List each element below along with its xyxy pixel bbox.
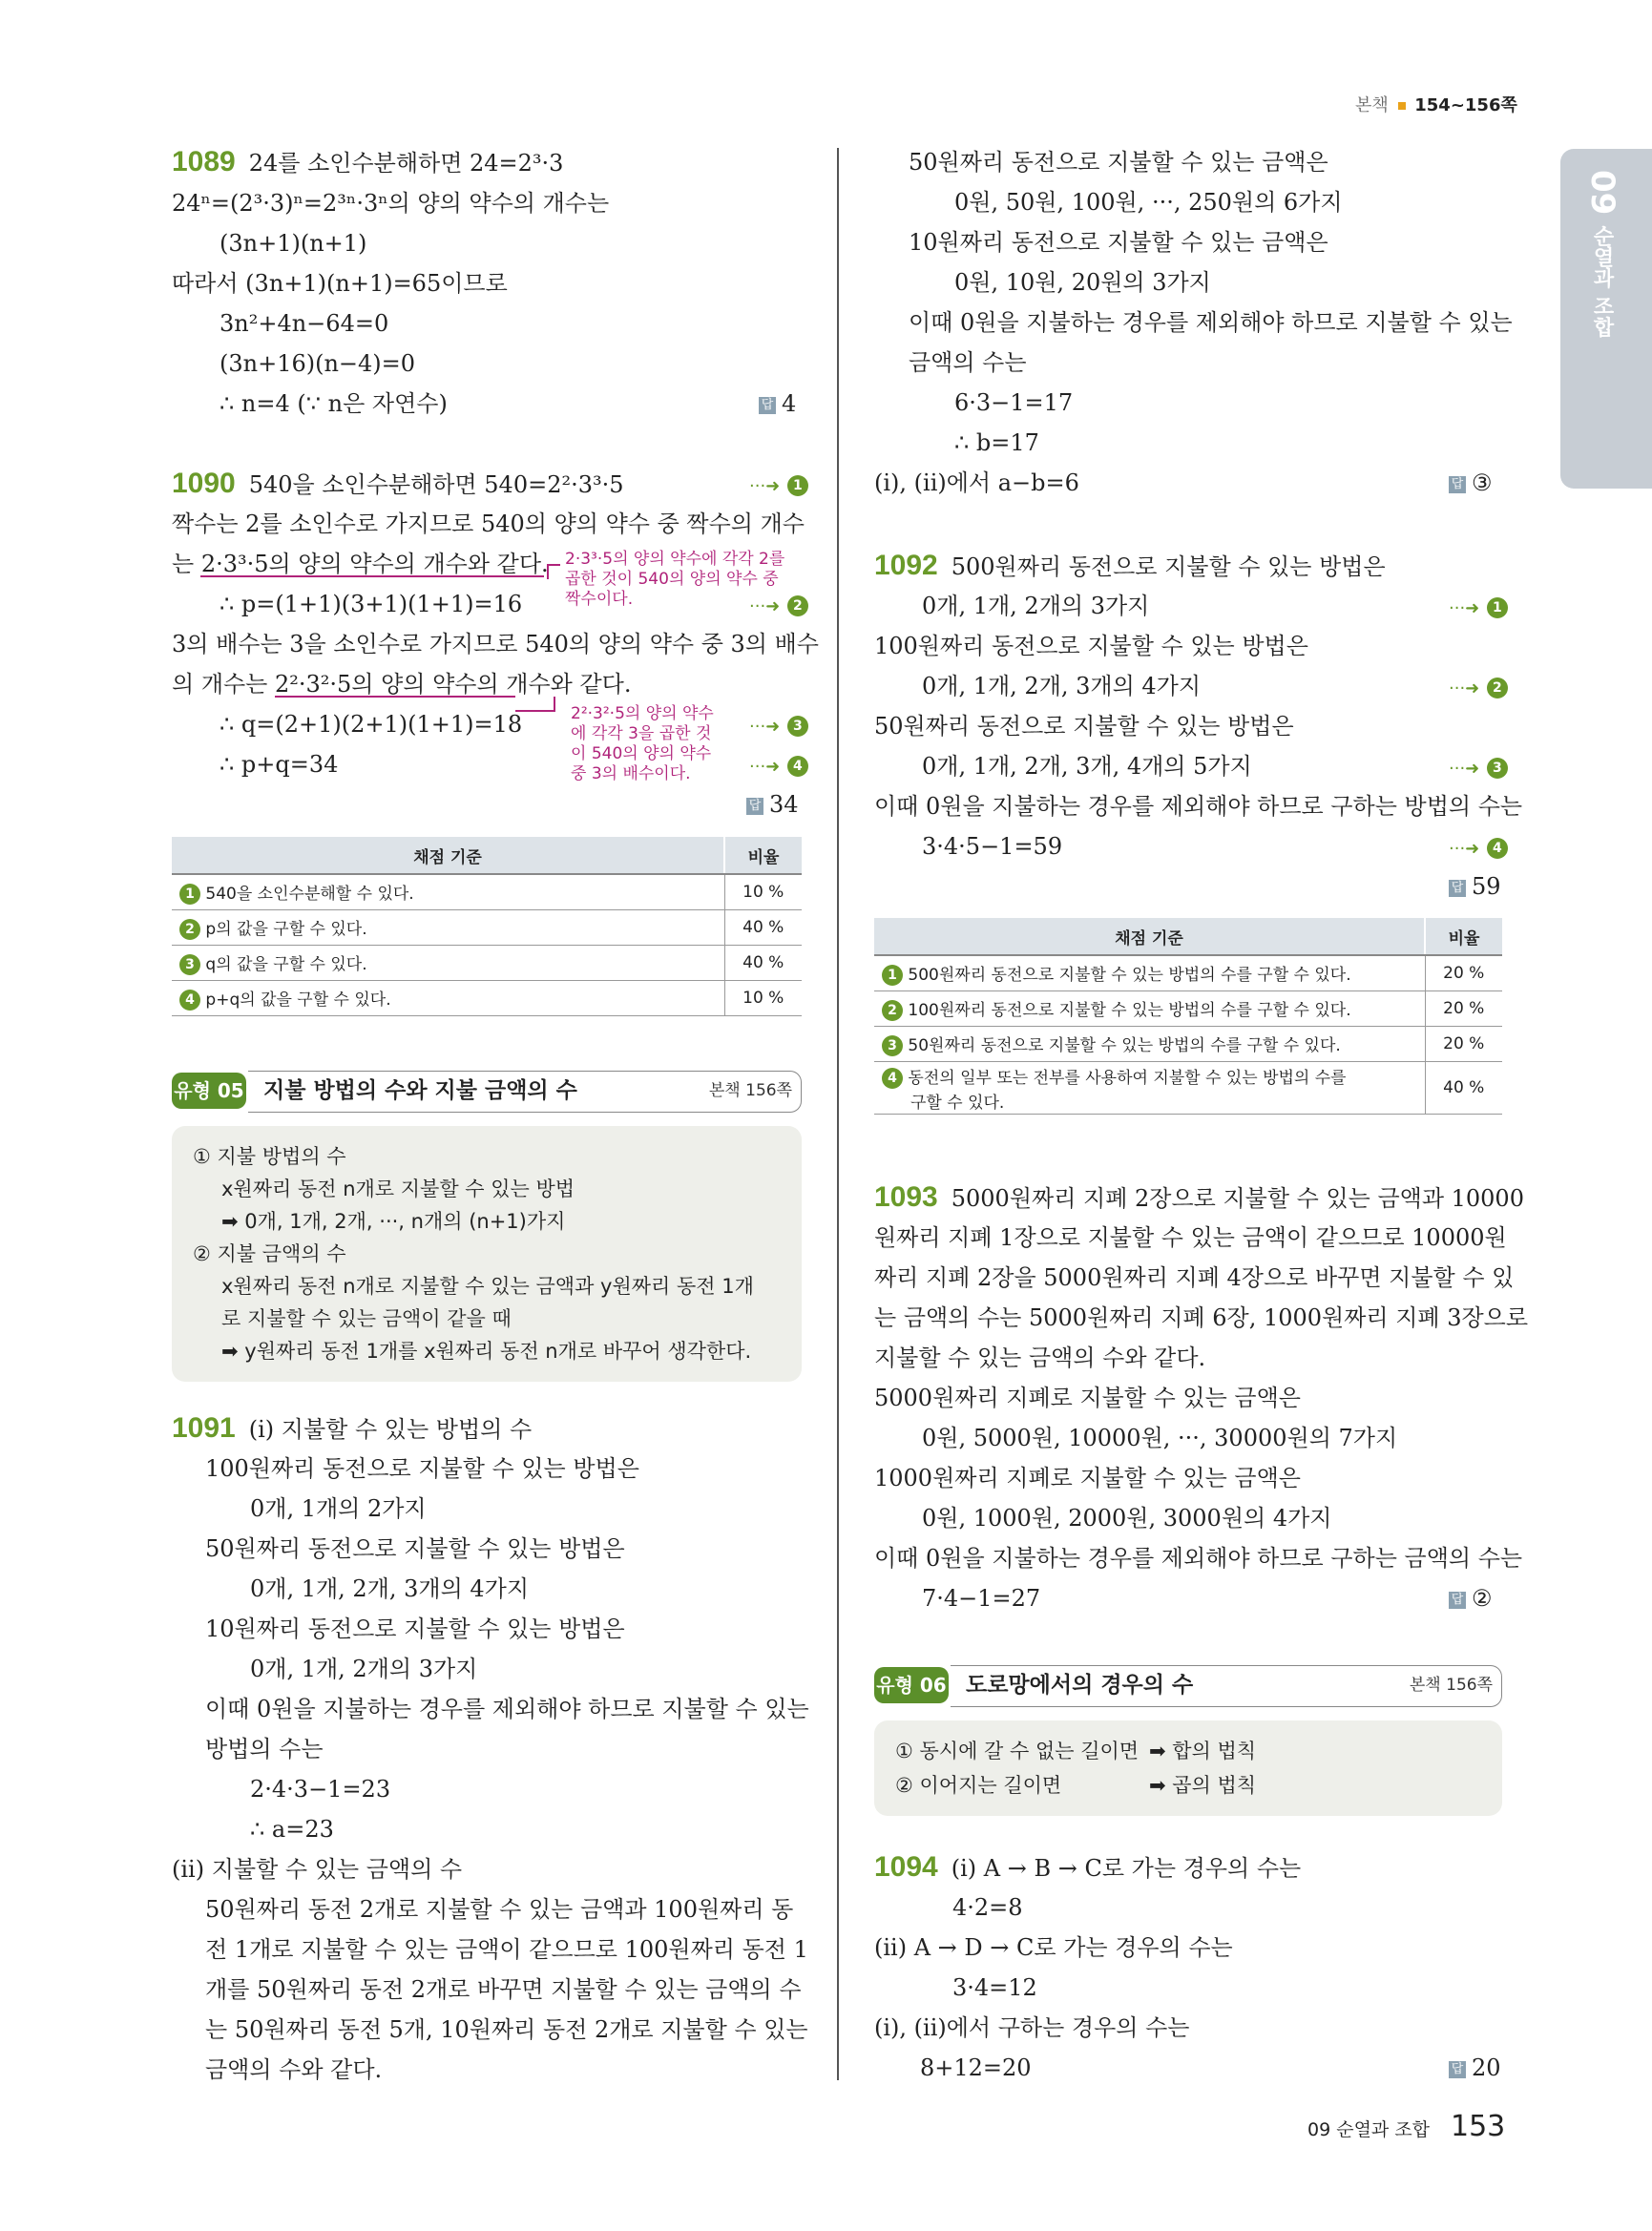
text-line: (i), (ii)에서 구하는 경우의 수는 [874,2014,1190,2041]
text-line: 0원, 5000원, 10000원, ···, 30000원의 7가지 [922,1425,1398,1451]
type-title: 도로망에서의 경우의 수 [966,1673,1194,1698]
cell: 20 % [1425,1027,1502,1062]
cell: 20 % [1425,955,1502,991]
text-line: 지불할 수 있는 금액의 수와 같다. [874,1345,1206,1371]
text-line: 6·3−1=17 [954,389,1074,416]
step-marker-4: ···➜ 4 [1449,832,1508,864]
type-tag: 유형 06 [874,1667,949,1703]
cell: p의 값을 구할 수 있다. [205,920,367,939]
problem-number: 1092 [874,550,938,581]
page-header [1355,92,1517,116]
box-line: ➡ 합의 법칙 [1149,1740,1257,1762]
text-line: ∴ b=17 [954,429,1039,456]
grading-table-1092 [874,918,1502,1115]
step-badge: 4 [882,1068,903,1089]
cell: 10 % [724,981,802,1016]
box-line: ① 동시에 갈 수 없는 길이면 [895,1740,1140,1762]
step-badge: 1 [179,884,200,905]
step-badge: 2 [882,1000,903,1021]
note-line: 이 540의 양의 약수 [571,744,712,763]
text-line: 0개, 1개, 2개의 3가지 [922,593,1150,619]
problem-number: 1094 [874,1851,938,1883]
problem-1092-line-1 [874,552,1386,581]
step-marker-1: ···➜ 1 [749,469,808,501]
footer-chapter: 09 순열과 조합 [1307,2119,1431,2140]
text-line: (ii) A → D → C로 가는 경우의 수는 [874,1934,1233,1961]
text-line: 10원짜리 동전으로 지불할 수 있는 방법은 [205,1616,625,1642]
step-badge: 3 [179,954,200,975]
text-line: 이때 0원을 지불하는 경우를 제외해야 하므로 지불할 수 있는 [205,1696,809,1722]
text-line: 24를 소인수분해하면 24=2³·3 [248,150,564,177]
text-line: ∴ a=23 [250,1816,334,1843]
cell: 540을 소인수분해할 수 있다. [205,885,414,904]
text-line: 50원짜리 동전으로 지불할 수 있는 방법은 [874,713,1294,740]
text-line: 100원짜리 동전으로 지불할 수 있는 방법은 [874,633,1308,659]
header-pages: 154~156쪽 [1414,95,1517,115]
type-ref: 본책 156쪽 [1409,1676,1493,1695]
text-line: 0개, 1개, 2개, 3개의 4가지 [250,1575,530,1602]
table-row [874,991,1502,1027]
text-line: (i) A → B → C로 가는 경우의 수는 [951,1855,1302,1882]
text-line: 개를 50원짜리 동전 2개로 바꾸면 지불할 수 있는 금액의 수 [205,1976,802,2003]
box-line: ② 이어지는 길이면 [895,1774,1062,1797]
note-line: 짝수이다. [565,590,634,609]
step-marker-4: ···➜ 4 [749,750,808,782]
note-line: 중 3의 배수이다. [571,764,691,783]
text-line: 50원짜리 동전으로 지불할 수 있는 방법은 [205,1535,625,1562]
problem-1094-line-1 [874,1853,1301,1883]
cell: 100원짜리 동전으로 지불할 수 있는 방법의 수를 구할 수 있다. [908,1001,1351,1020]
column-divider [837,148,839,2080]
text-line: 방법의 수는 [205,1736,324,1762]
cell: 40 % [1425,1062,1502,1115]
grading-table-1090 [172,837,802,1016]
table-row [172,910,802,946]
text-line: 10원짜리 동전으로 지불할 수 있는 금액은 [909,229,1328,256]
note-line: 에 각각 3을 곱한 것 [571,724,712,743]
type-ref: 본책 156쪽 [708,1081,792,1100]
text-line: 0원, 50원, 100원, ···, 250원의 6가지 [954,189,1343,216]
answer-1091 [1449,469,1493,497]
cell: q의 값을 구할 수 있다. [205,955,367,974]
table-row [874,1027,1502,1062]
text-line: 3·4=12 [952,1974,1037,2001]
underline [275,696,515,698]
step-marker-1: ···➜ 1 [1449,592,1508,623]
cell: 구할 수 있다. [910,1093,1005,1113]
table-row [172,981,802,1016]
text-line: 5000원짜리 지폐로 지불할 수 있는 금액은 [874,1385,1301,1411]
answer-1089 [759,389,796,418]
cell: 10 % [724,874,802,910]
text-line: 7·4−1=27 [922,1585,1041,1612]
answer-value: ③ [1472,469,1493,496]
text-line: 3의 배수는 3을 소인수로 가지므로 540의 양의 약수 중 3의 배수 [172,631,819,657]
type-06-box [874,1720,1502,1816]
text-line: (i) 지불할 수 있는 방법의 수 [248,1416,533,1443]
answer-icon: 답 [746,798,763,815]
text-line: ∴ q=(2+1)(2+1)(1+1)=18 [220,711,523,738]
text-line: 0개, 1개, 2개, 3개의 4가지 [922,673,1202,699]
text-line: 금액의 수는 [909,349,1027,376]
problem-1089-line-1 [172,148,563,177]
problem-number: 1089 [172,146,236,177]
note-2 [571,704,714,784]
text-line: 0원, 10원, 20원의 3가지 [954,269,1211,296]
problem-number: 1093 [874,1181,938,1213]
step-marker-2: ···➜ 2 [1449,672,1508,703]
box-line: ➡ 곱의 법칙 [1149,1774,1257,1797]
step-marker-3: ···➜ 3 [749,710,808,741]
text-line: 500원짜리 동전으로 지불할 수 있는 방법은 [951,553,1386,580]
answer-1090 [746,790,799,819]
table-row [172,946,802,981]
box-line: x원짜리 동전 n개로 지불할 수 있는 방법 [221,1178,575,1200]
cell: 40 % [724,910,802,946]
type-tag: 유형 05 [172,1073,246,1109]
type-06-header [874,1665,1502,1707]
text-line: 540을 소인수분해하면 540=2²·3³·5 [248,471,624,498]
table-header: 비율 [1425,918,1502,955]
header-square-icon [1398,102,1406,110]
header-book-label: 본책 [1355,95,1389,115]
footer-page-number: 153 [1451,2110,1506,2143]
step-marker-3: ···➜ 3 [1449,752,1508,783]
text-line: 이때 0원을 지불하는 경우를 제외해야 하므로 구하는 금액의 수는 [874,1545,1523,1572]
text-line: ∴ p=(1+1)(3+1)(1+1)=16 [220,591,523,617]
text-line: 짝수는 2를 소인수로 가지므로 540의 양의 약수 중 짝수의 개수 [172,511,805,537]
answer-icon: 답 [1449,476,1466,493]
step-marker-2: ···➜ 2 [749,590,808,621]
text-line: 따라서 (3n+1)(n+1)=65이므로 [172,270,508,297]
text-line: ∴ n=4 (∵ n은 자연수) [220,390,448,417]
text-line: 50원짜리 동전 2개로 지불할 수 있는 금액과 100원짜리 동 [205,1896,794,1923]
text-line: 는 50원짜리 동전 5개, 10원짜리 동전 2개로 지불할 수 있는 [205,2016,808,2043]
note-line: 2²·3²·5의 양의 약수 [571,704,714,723]
answer-icon: 답 [759,397,776,414]
text-line: 2·4·3−1=23 [250,1776,391,1803]
table-row [172,874,802,910]
problem-number: 1090 [172,468,236,499]
type-05-header [172,1071,802,1113]
text-line: 금액의 수와 같다. [205,2056,383,2083]
step-badge: 2 [179,919,200,940]
text-line: 100원짜리 동전으로 지불할 수 있는 방법은 [205,1455,639,1482]
text-line: 0개, 1개, 2개의 3가지 [250,1656,478,1682]
step-badge: 4 [179,990,200,1011]
text-line: (ii) 지불할 수 있는 금액의 수 [172,1856,463,1883]
table-header: 채점 기준 [172,837,724,874]
text-line: 5000원짜리 지폐 2장으로 지불할 수 있는 금액과 10000 [951,1185,1524,1212]
underline [200,575,544,577]
box-line: 로 지불할 수 있는 금액이 같을 때 [221,1307,512,1330]
answer-value: 4 [782,390,797,417]
step-badge: 3 [882,1035,903,1056]
text-line: 4·2=8 [952,1894,1023,1921]
type-title: 지불 방법의 수와 지불 금액의 수 [263,1078,577,1103]
text-line: 3n²+4n−64=0 [220,310,389,337]
text-line: (i), (ii)에서 a−b=6 [874,469,1079,496]
problem-1093-line-1 [874,1183,1524,1213]
text-line: 는 2·3³·5의 양의 약수의 개수와 같다. [172,551,549,577]
text-line: 0개, 1개, 2개, 3개, 4개의 5가지 [922,753,1252,780]
text-line: (3n+16)(n−4)=0 [220,350,416,377]
text-line: 50원짜리 동전으로 지불할 수 있는 금액은 [909,149,1328,176]
table-header: 채점 기준 [874,918,1425,955]
answer-value: 59 [1472,873,1501,900]
problem-1090-line-1 [172,469,624,499]
text-line: 이때 0원을 지불하는 경우를 제외해야 하므로 구하는 방법의 수는 [874,793,1523,820]
answer-value: ② [1472,1585,1493,1612]
answer-icon: 답 [1449,2061,1466,2078]
text-line: 3·4·5−1=59 [922,833,1063,860]
cell: 500원짜리 동전으로 지불할 수 있는 방법의 수를 구할 수 있다. [908,966,1351,985]
problem-1091-line-1 [172,1414,532,1444]
note-line: 곱한 것이 540의 양의 약수 중 [565,570,779,589]
answer-value: 20 [1472,2054,1501,2081]
cell: 20 % [1425,991,1502,1027]
chapter-number: 09 [1583,170,1621,216]
text-line: ∴ p+q=34 [220,751,339,778]
table-row [874,955,1502,991]
box-line: x원짜리 동전 n개로 지불할 수 있는 금액과 y원짜리 동전 1개 [221,1275,754,1298]
text-line: 24ⁿ=(2³·3)ⁿ=2³ⁿ·3ⁿ의 양의 약수의 개수는 [172,190,610,217]
box-line: ② 지불 금액의 수 [193,1242,346,1265]
cell: p+q의 값을 구할 수 있다. [205,990,391,1010]
text-line: 원짜리 지폐 1장으로 지불할 수 있는 금액이 같으므로 10000원 [874,1224,1507,1251]
note-line: 2·3³·5의 양의 약수에 각각 2를 [565,550,785,569]
answer-1092 [1449,872,1501,901]
answer-value: 34 [769,791,799,818]
type-05-box [172,1126,802,1382]
text-line: (3n+1)(n+1) [220,230,367,257]
box-line: ➡ y원짜리 동전 1개를 x원짜리 동전 n개로 바꾸어 생각한다. [221,1340,752,1363]
text-line: 8+12=20 [920,2054,1032,2081]
text-line: 이때 0원을 지불하는 경우를 제외해야 하므로 지불할 수 있는 [909,309,1513,336]
cell: 50원짜리 동전으로 지불할 수 있는 방법의 수를 구할 수 있다. [908,1036,1341,1055]
text-line: 짜리 지폐 2장을 5000원짜리 지폐 4장으로 바꾸면 지불할 수 있 [874,1264,1515,1291]
text-line: 0원, 1000원, 2000원, 3000원의 4가지 [922,1505,1332,1532]
text-line: 의 개수는 2²·3²·5의 양의 약수의 개수와 같다. [172,671,632,698]
problem-number: 1091 [172,1412,236,1444]
text-line: 0개, 1개의 2가지 [250,1495,427,1522]
box-line: ① 지불 방법의 수 [193,1145,346,1168]
answer-1094 [1449,2054,1501,2082]
note-bracket [547,564,560,579]
table-header: 비율 [724,837,802,874]
chapter-side-tab [1560,149,1652,489]
cell: 동전의 일부 또는 전부를 사용하여 지불할 수 있는 방법의 수를 [908,1068,1347,1088]
answer-1093 [1449,1584,1493,1613]
step-badge: 1 [882,965,903,986]
text-line: 는 금액의 수는 5000원짜리 지폐 6장, 1000원짜리 지폐 3장으로 [874,1304,1529,1331]
answer-icon: 답 [1449,880,1466,897]
chapter-label: 순열과 조합 [1590,225,1614,338]
answer-icon: 답 [1449,1592,1466,1609]
box-line: ➡ 0개, 1개, 2개, ···, n개의 (n+1)가지 [221,1210,566,1233]
cell: 40 % [724,946,802,981]
table-row [874,1062,1502,1115]
text-line: 1000원짜리 지폐로 지불할 수 있는 금액은 [874,1465,1301,1491]
text-line: 전 1개로 지불할 수 있는 금액이 같으므로 100원짜리 동전 1 [205,1936,808,1963]
